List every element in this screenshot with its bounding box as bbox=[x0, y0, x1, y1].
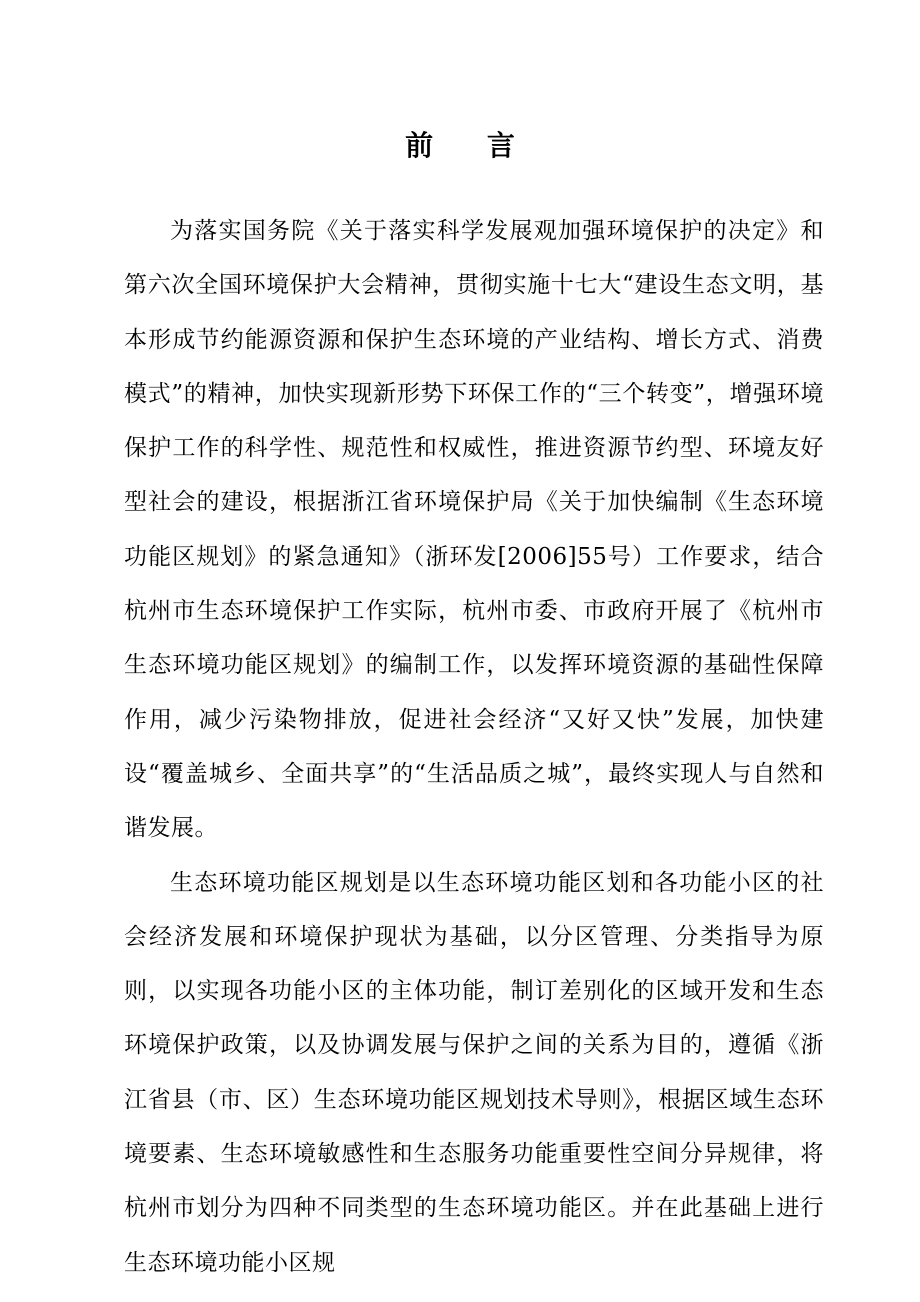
page-title: 前 言 bbox=[405, 129, 537, 162]
body-text bbox=[124, 204, 824, 1290]
paragraph-1: 为落实国务院《关于落实科学发展观加强环境保护的决定》和第六次全国环境保护大会精神，贯彻实施十七大“建设生态文明，基本形成节约能源资源和保护生态环境的产业结构、增长方式、消费模式”的精神，加快实现新形势下环保工作的“三个转变”，增强环境保护工作的科学性、规范性和权威性，推进资源节约型、环境友好型社会的建设，根据浙江省环境保护局《关于加快编制《生态环境功能区规划》的紧急通知》（浙环发[2006]55号）工作要求，结合杭州市生态环境保护工作实际，杭州市委、市政府开展了《杭州市生态环境功能区规划》的编制工作，以发挥环境资源的基础性保障作用，减少污染物排放，促进社会经济“又好又快”发展，加快建设“覆盖城乡、全面共享”的“生活品质之城”，最终实现人与自然和谐发展。 bbox=[124, 218, 824, 842]
paragraph-2: 生态环境功能区规划是以生态环境功能区划和各功能小区的社会经济发展和环境保护现状为基础，以分区管理、分类指导为原则，以实现各功能小区的主体功能，制订差别化的区域开发和生态环境保护政策，以及协调发展与保护之间的关系为目的，遵循《浙江省县（市、区）生态环境功能区规划技术导则》，根据区域生态环境要素、生态环境敏感性和生态服务功能重要性空间分异规律，将杭州市划分为四种不同类型的生态环境功能区。并在此基础上进行生态环境功能小区规 bbox=[124, 869, 824, 1276]
